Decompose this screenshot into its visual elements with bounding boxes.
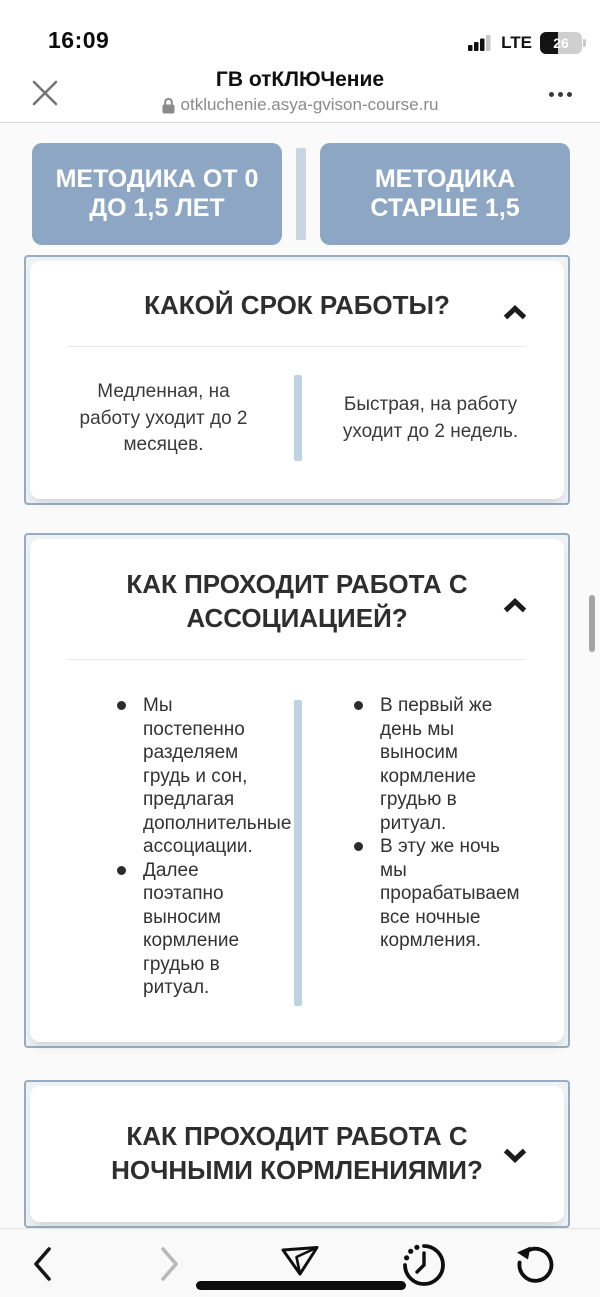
page-url: otkluchenie.asya-gvison-course.ru [180,95,439,115]
method-button-over-1p5[interactable] [320,143,570,245]
address-bar[interactable] [0,95,600,115]
browser-header [0,60,600,123]
comparison-columns [30,373,564,465]
method-button-0-1p5[interactable] [32,143,282,245]
fast-method-list [352,694,525,953]
lock-icon [162,97,175,114]
accordion-header[interactable]: КАК ПРОХОДИТ РАБОТА С НОЧНЫМИ КОРМЛЕНИЯМИ? [111,1121,483,1185]
list-item: В первый же день мы выносим кормление грудью в ритуал. [352,694,525,835]
history-clock-icon[interactable] [401,1242,447,1288]
card-divider [68,346,526,347]
status-indicators [468,32,586,54]
cell-signal-icon [468,34,493,52]
accordion-card-night-feedings [24,1080,570,1228]
chevron-down-icon[interactable] [502,1147,528,1164]
list-item: Мы постепенно разделяем грудь и сон, предлагая дополнительные ассоциации. [115,694,273,859]
chevron-up-icon[interactable] [502,597,528,614]
close-icon[interactable] [28,76,62,110]
more-menu-icon[interactable] [549,92,572,97]
battery-icon [540,32,586,54]
status-bar [0,0,600,60]
reload-icon[interactable] [514,1244,556,1286]
slow-method-text: Медленная, на работу уходит до 2 месяцев. [79,381,248,456]
method-switcher [32,143,570,245]
battery-percent: 26 [553,35,569,51]
method-button-label: МЕТОДИКА ОТ 0 ДО 1,5 ЛЕТ [55,164,259,222]
browser-toolbar [0,1228,600,1297]
back-icon[interactable] [30,1245,54,1283]
scrollbar-thumb[interactable] [589,595,595,652]
forward-icon[interactable] [158,1245,182,1283]
network-type-label: LTE [501,33,532,52]
accordion-card-work-duration [24,255,570,505]
button-divider [296,148,306,240]
accordion-card-association-work [24,533,570,1048]
column-divider [294,700,302,1006]
list-item: Далее поэтапно выносим кормление грудью в ритуал. [115,859,273,1000]
chevron-up-icon[interactable] [502,304,528,321]
slow-method-list [115,694,292,1000]
clock-time: 16:09 [48,27,110,53]
fast-method-text: Быстрая, на работу уходит до 2 недель. [342,394,519,442]
accordion-header[interactable]: КАК ПРОХОДИТ РАБОТА С АССОЦИАЦИЕЙ? [126,569,468,633]
method-button-label: МЕТОДИКА СТАРШЕ 1,5 [370,164,520,222]
page-title: ГВ отКЛЮЧение [215,68,385,91]
comparison-lists [30,694,564,1000]
toolbar-progress-line [196,1281,406,1290]
accordion-header[interactable]: КАКОЙ СРОК РАБОТЫ? [144,290,450,320]
card-divider [68,659,526,660]
list-item: В эту же ночь мы прорабатываем все ночные кормления. [352,835,525,953]
share-paper-plane-icon[interactable] [280,1245,320,1277]
column-divider [294,375,302,461]
web-content [0,123,600,1228]
